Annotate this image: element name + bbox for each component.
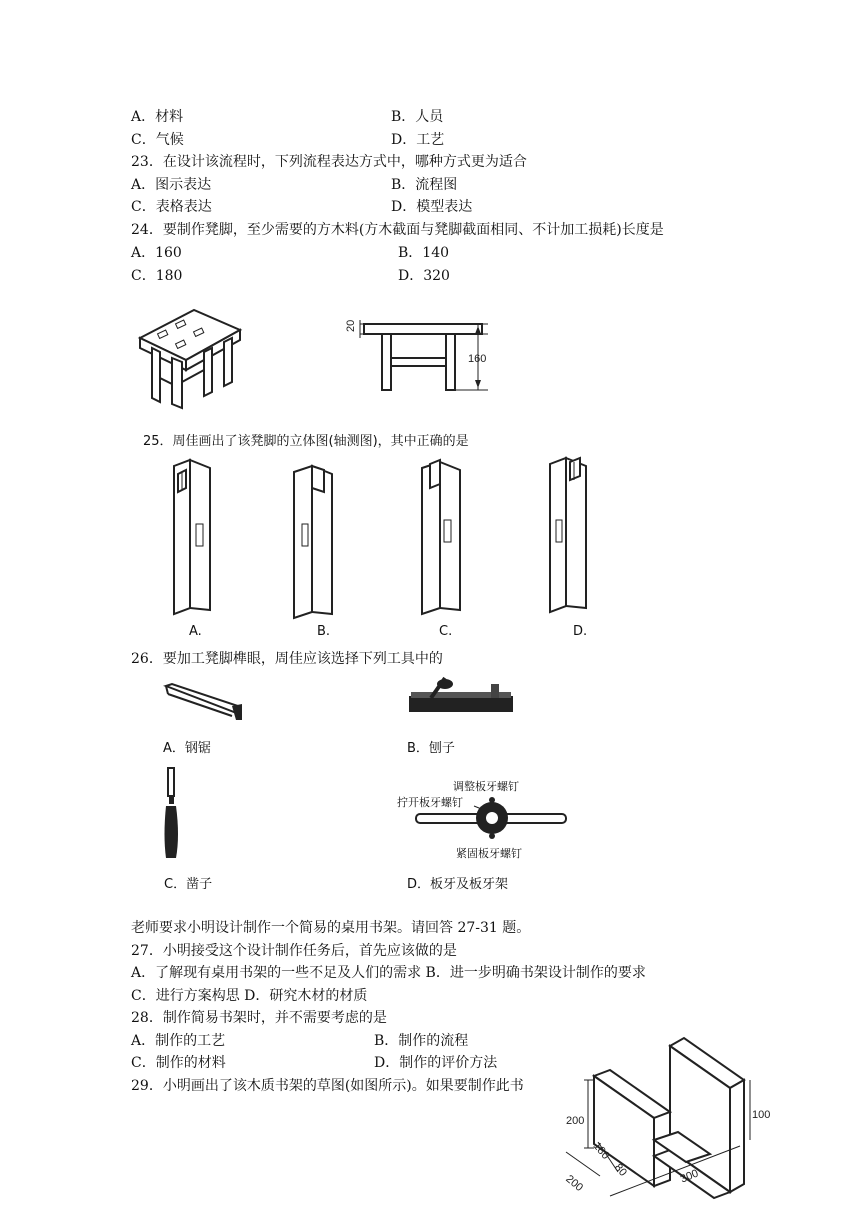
label-a: A. — [189, 624, 202, 639]
chisel-icon — [160, 766, 184, 862]
leg-option-b-figure — [290, 462, 350, 622]
dim-w200: 200 — [563, 1173, 586, 1195]
die-label-open: 拧开板牙螺钉 — [397, 796, 463, 809]
question-24: 24．要制作凳脚，至少需要的方木料(方木截面与凳脚截面相同、不计加工损耗)长度是 — [131, 222, 664, 238]
option-b: B．140 — [398, 245, 450, 261]
question-23: 23．在设计该流程时，下列流程表达方式中，哪种方式更为适合 — [131, 154, 527, 170]
option-c: C．表格表达 — [131, 199, 212, 215]
die-label-adjust: 调整板牙螺钉 — [453, 780, 519, 793]
dim-w300: 300 — [678, 1167, 701, 1186]
option-d: D．制作的评价方法 — [374, 1055, 498, 1071]
leg-option-c-figure — [416, 458, 476, 618]
option-ab: A．了解现有桌用书架的一些不足及人们的需求 B．进一步明确书架设计制作的要求 — [131, 965, 646, 981]
option-a: A．图示表达 — [131, 177, 212, 193]
option-d: D．320 — [398, 268, 450, 284]
stool-isometric-figure — [136, 300, 246, 410]
option-b: B．人员 — [391, 109, 444, 125]
leg-option-a-figure — [168, 458, 220, 618]
question-25: 25．周佳画出了该凳脚的立体图(轴测图)，其中正确的是 — [143, 434, 469, 449]
label-c: C. — [439, 624, 453, 639]
option-a: A．材料 — [131, 109, 184, 125]
option-d: D．工艺 — [391, 132, 445, 148]
tool-label-d: D．板牙及板牙架 — [407, 877, 509, 892]
tool-label-a: A．钢锯 — [163, 741, 211, 756]
dim-h100: 100 — [752, 1109, 771, 1121]
dim-20: 20 — [345, 319, 357, 332]
tool-label-b: B．刨子 — [407, 741, 455, 756]
question-29: 29．小明画出了该木质书架的草图(如图所示)。如果要制作此书 — [131, 1078, 524, 1094]
bookshelf-sketch-figure — [560, 1036, 771, 1212]
option-cd: C．进行方案构思 D．研究木材的材质 — [131, 988, 368, 1004]
option-c: C．气候 — [131, 132, 184, 148]
dim-d80: 80 — [611, 1161, 629, 1179]
label-d: D. — [573, 624, 588, 639]
option-b: B．流程图 — [391, 177, 458, 193]
dim-d180: 180 — [590, 1140, 612, 1162]
option-d: D．模型表达 — [391, 199, 473, 215]
question-26: 26．要加工凳脚榫眼，周佳应该选择下列工具中的 — [131, 651, 443, 667]
plane-icon — [405, 676, 515, 722]
die-label-fasten: 紧固板牙螺钉 — [456, 847, 522, 860]
stool-front-view-figure — [338, 318, 498, 418]
leg-option-d-figure — [546, 454, 606, 618]
dim-h200: 200 — [566, 1115, 585, 1127]
question-27: 27．小明接受这个设计制作任务后，首先应该做的是 — [131, 943, 457, 959]
option-a: A．160 — [131, 245, 182, 261]
section-intro: 老师要求小明设计制作一个简易的桌用书架。请回答 27-31 题。 — [131, 920, 531, 936]
option-c: C．180 — [131, 268, 183, 284]
hacksaw-icon — [162, 682, 248, 724]
dim-160: 160 — [468, 353, 487, 365]
question-28: 28．制作简易书架时，并不需要考虑的是 — [131, 1010, 387, 1026]
tool-label-c: C．凿子 — [164, 877, 213, 892]
label-b: B. — [317, 624, 331, 639]
option-a: A．制作的工艺 — [131, 1033, 226, 1049]
option-c: C．制作的材料 — [131, 1055, 226, 1071]
option-b: B．制作的流程 — [374, 1033, 469, 1049]
